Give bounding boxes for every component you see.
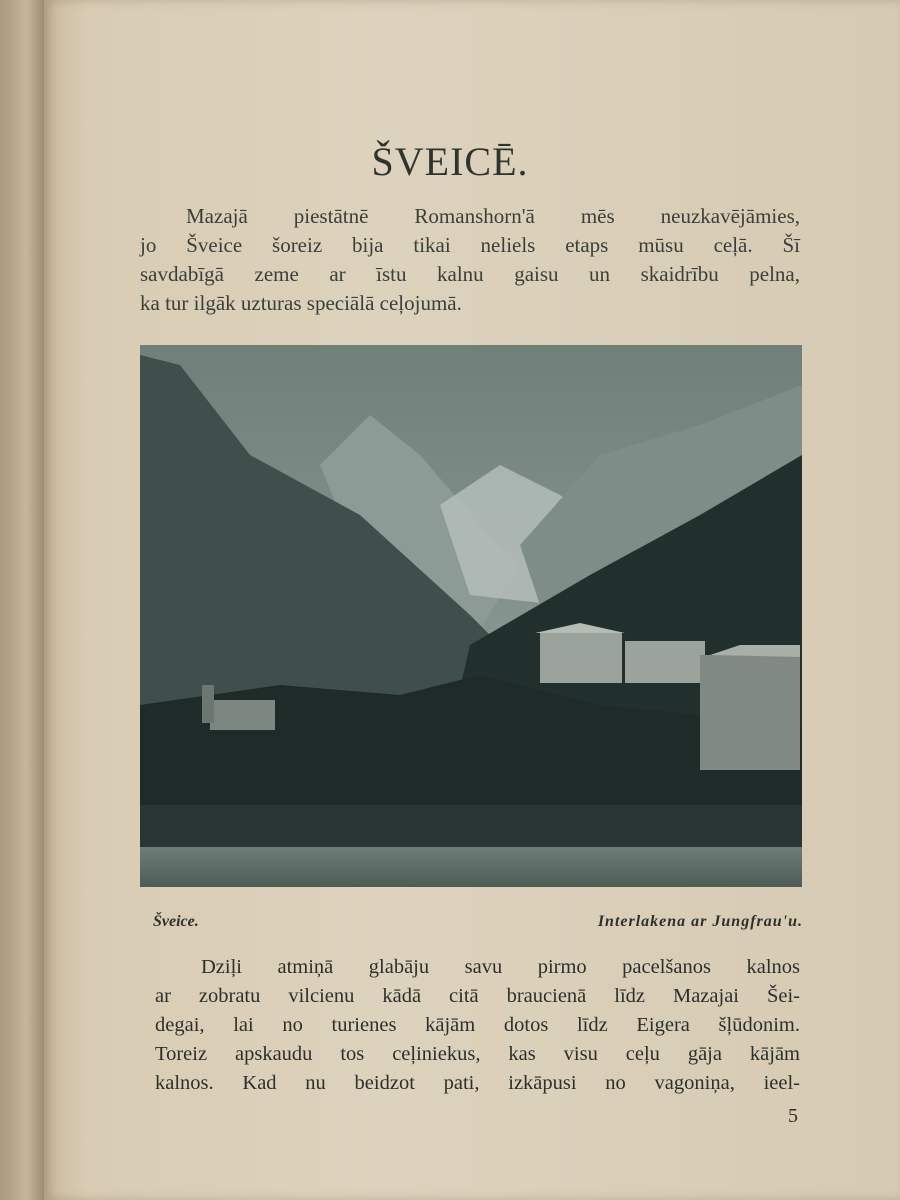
paragraph-line: Dziļi atmiņā glabāju savu pirmo pacelšanos kalnos <box>201 956 800 978</box>
body-paragraph <box>155 953 800 1098</box>
paragraph-line: ka tur ilgāk uzturas speciālā ceļojumā. <box>140 291 462 315</box>
caption-left: Šveice. <box>153 913 199 930</box>
page-number: 5 <box>788 1105 798 1127</box>
paragraph-line: jo Šveice šoreiz bija tikai neliels etaps mūsu ceļā. Šī <box>140 233 800 257</box>
paragraph-line: kalnos. Kad nu beidzot pati, izkāpusi no vagoniņa, ieel- <box>155 1072 800 1094</box>
paragraph-line: Toreiz apskaudu tos ceļiniekus, kas visu ceļu gāja kājām <box>155 1043 800 1065</box>
caption-right: Interlakena ar Jungfrau'u. <box>597 913 803 930</box>
chapter-title: ŠVEICĒ. <box>371 139 529 184</box>
interlaken-photo <box>140 345 802 887</box>
paragraph-line: ar zobratu vilcienu kādā citā braucienā līdz Mazajai Šei- <box>155 985 800 1007</box>
paragraph-line: degai, lai no turienes kājām dotos līdz Eigera šļūdonim. <box>155 1014 800 1036</box>
mountain-landscape-illustration <box>140 345 802 887</box>
intro-paragraph <box>140 202 800 318</box>
paragraph-line: savdabīgā zeme ar īstu kalnu gaisu un skaidrību pelna, <box>140 262 800 286</box>
paragraph-line: Mazajā piestātnē Romanshorn'ā mēs neuzkavējāmies, <box>186 204 800 228</box>
